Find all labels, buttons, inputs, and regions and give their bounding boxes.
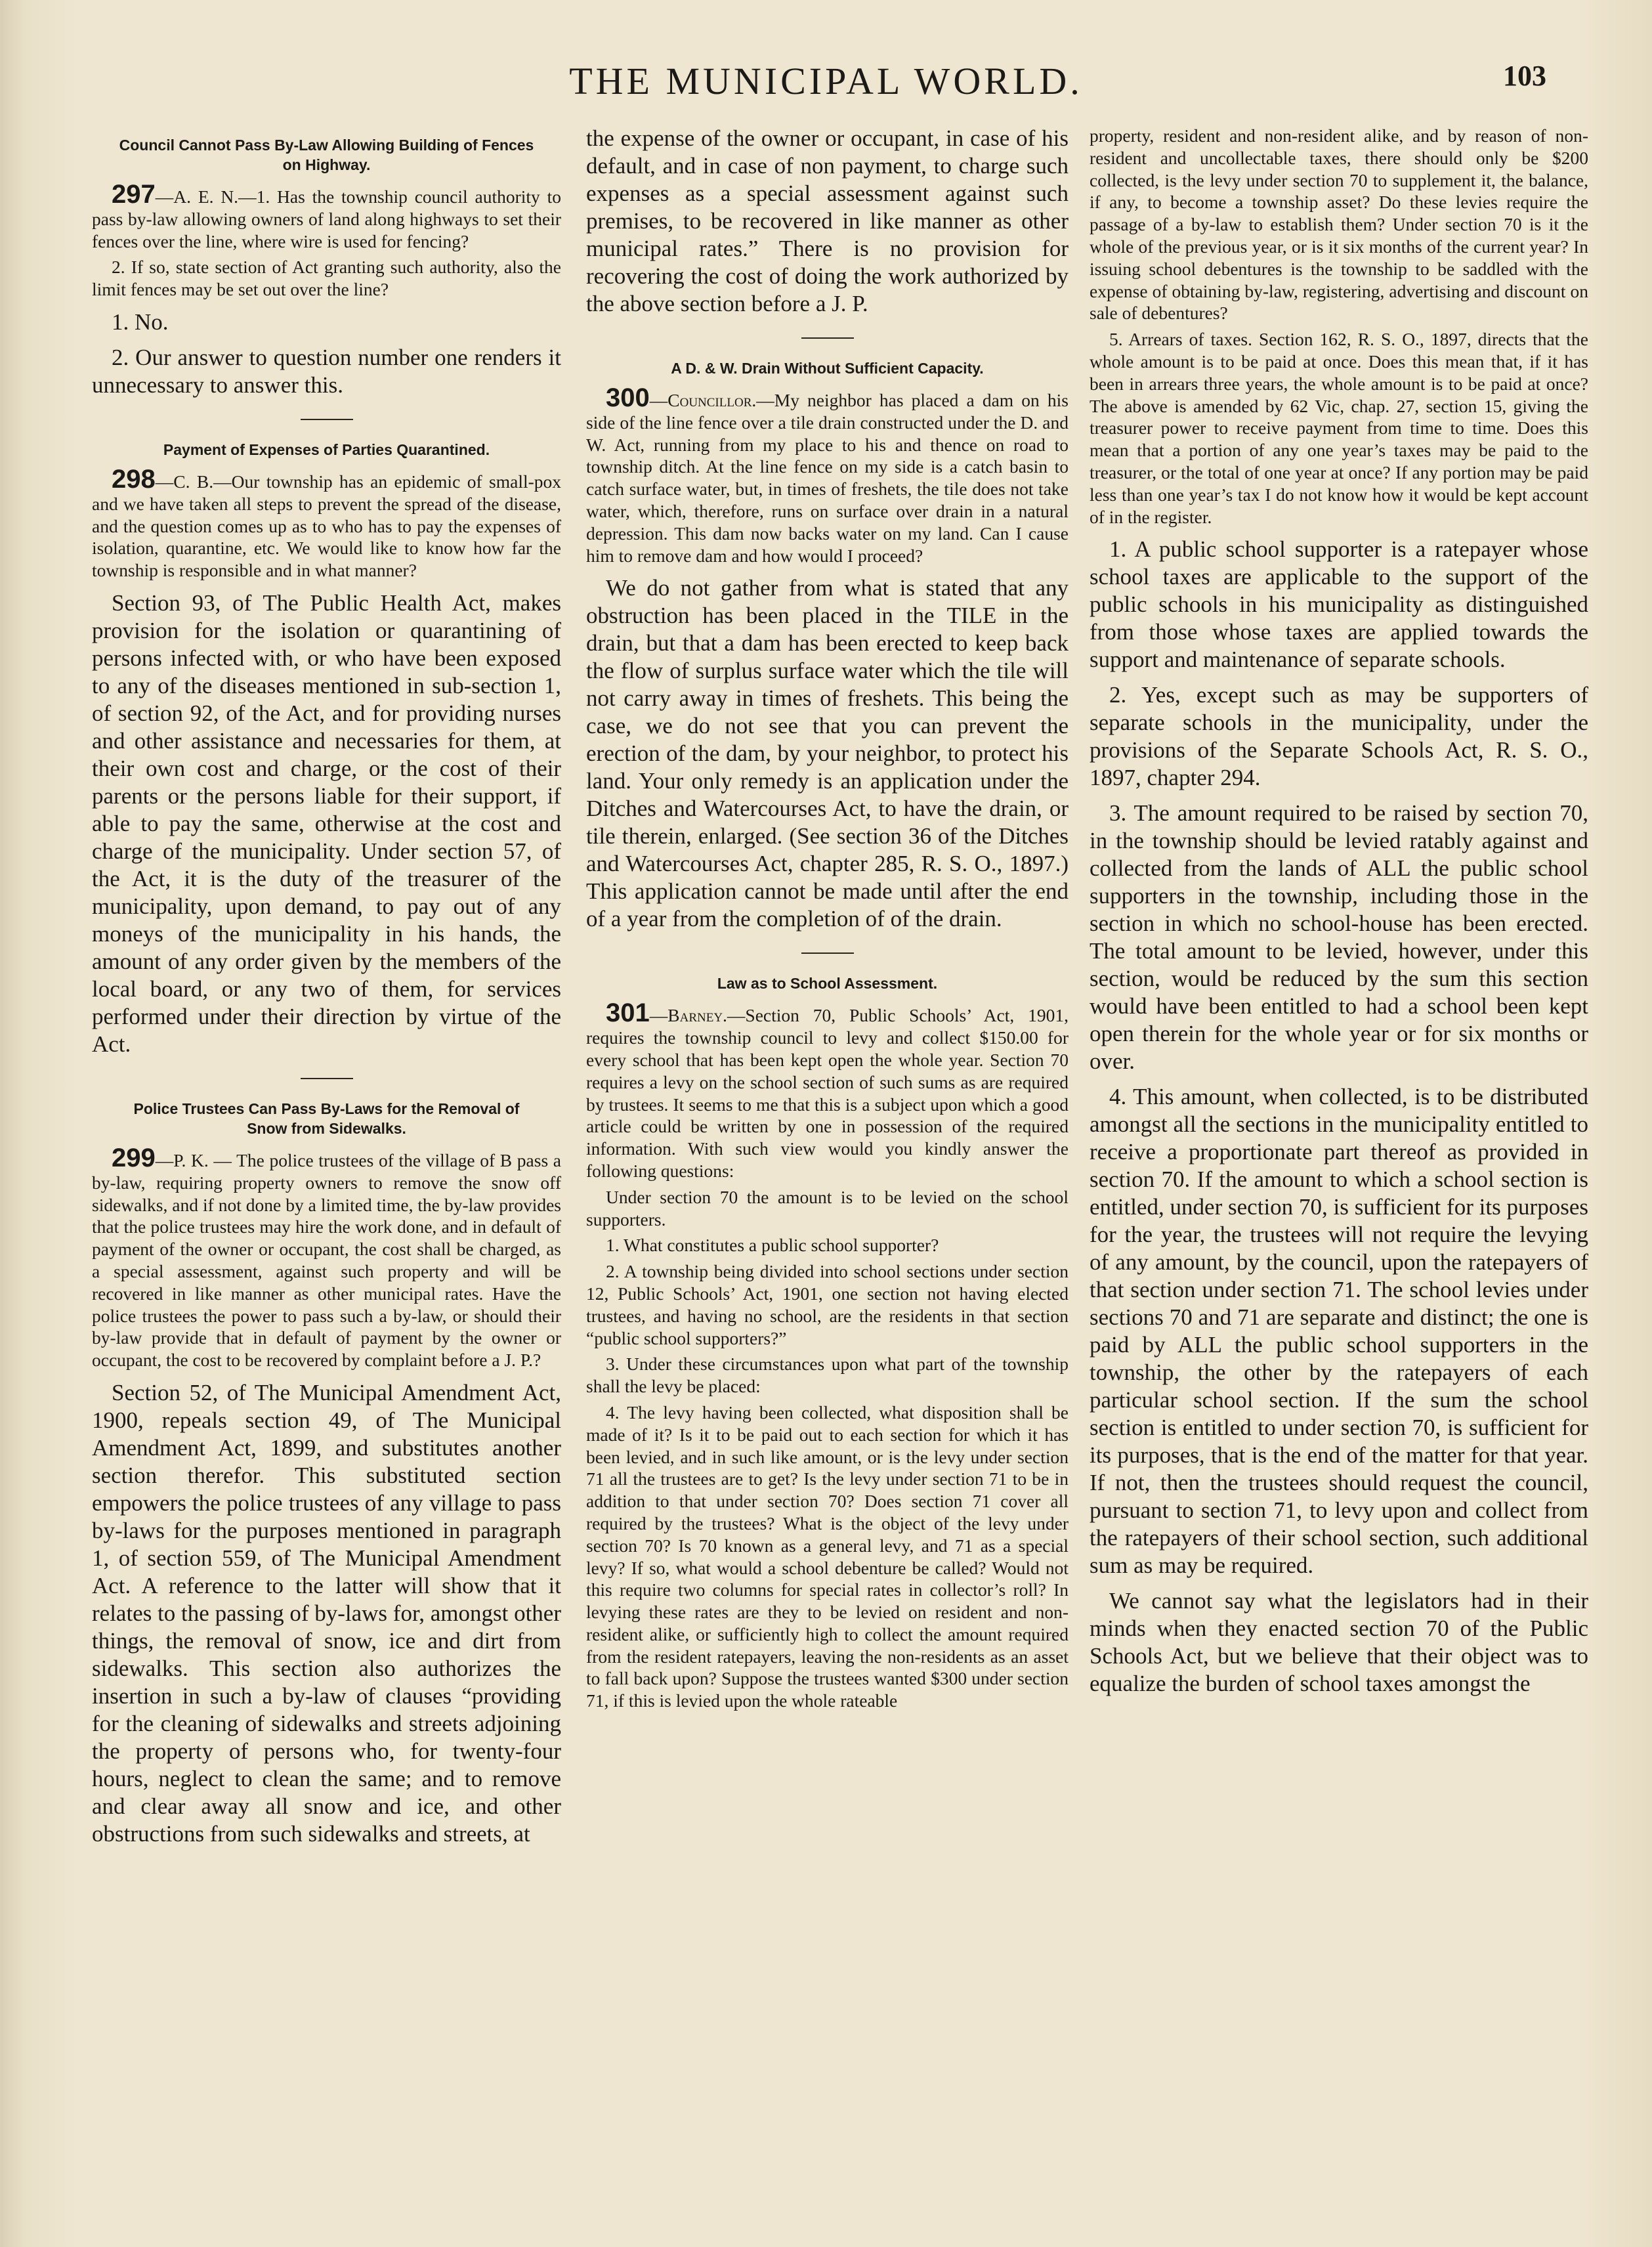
- answer-301-2: 2. Yes, except such as may be supporters of separate schools in the municipality, under the provisions of the Separate Schools Act, R. S. O., 1897, chapter 294.: [1090, 682, 1588, 791]
- article-heading-300: A D. & W. Drain Without Sufficient Capacity.: [671, 360, 984, 377]
- question-301-3: 3. Under these circumstances upon what part of the township shall the levy be placed:: [586, 1354, 1069, 1397]
- question-301: [586, 998, 1069, 1182]
- answer-301-3: 3. The amount required to be raised by section 70, in the township should be levied ratably against and collected from the lands of ALL the public school supporters in the township, including those in the section in which no school-house has been erected. The total amount to be levied, however, under this section, would be reduced by the sum this section would have been entitled to had a school been kept open therein for the whole year or for six months or over.: [1090, 800, 1588, 1075]
- question-asker: —A. E. N.: [155, 186, 239, 207]
- question-297-part2: 2. If so, state section of Act granting such authority, also the limit fences may be set out over the line?: [92, 257, 561, 300]
- question-300: [586, 383, 1069, 567]
- column-left: [92, 125, 561, 1854]
- question-text: —1. Has the township council authority to pass by-law allowing owners of land along highways to set their fences over the line, where wire is used for fencing?: [92, 186, 561, 251]
- publication-title: THE MUNICIPAL WORLD.: [569, 60, 1083, 102]
- question-asker: —C. B.: [155, 471, 214, 492]
- question-number: 298: [112, 464, 156, 494]
- column-middle: [586, 125, 1069, 1716]
- question-text: — The police trustees of the village of B pass a by-law, requiring property owners to remove the snow off sidewalks, and if not done by a limited time, the by-law provides that the police trustees may hire the work done, and in default of payment of the owner or occupant, the cost shall be charged, as a special assessment, against such property and will be recovered in like manner as other municipal rates. Have the police trustees the power to pass such a by-law, or should their by-law provide that in default of payment by the owner or occupant, the cost to be recovered by complaint before a J. P.?: [92, 1149, 562, 1371]
- question-asker: —Barney.: [649, 1005, 727, 1026]
- answer-300: We do not gather from what is stated that any obstruction has been placed in the TILE in the drain, but that a dam has been erected to keep back the flow of surplus surface water which the tile will not carry away in times of freshets. This being the case, we do not see that you can prevent the erection of the dam, by your neighbor, to protect his land. Your only remedy is an application under the Ditches and Watercourses Act, to have the drain, or tile therein, enlarged. (See section 36 of the Ditches and Watercourses Act, chapter 285, R. S. O., 1897.) This application cannot be made until after the end of a year from the completion of of the drain.: [586, 575, 1069, 932]
- article-heading-298: Payment of Expenses of Parties Quarantined.: [163, 440, 490, 458]
- answer-297-2: 2. Our answer to question number one renders it unnecessary to answer this.: [92, 344, 561, 398]
- article-heading-299: Police Trustees Can Pass By-Laws for the Removal of Snow from Sidewalks.: [133, 1100, 520, 1137]
- article-heading-297: Council Cannot Pass By-Law Allowing Building of Fences on Highway.: [119, 137, 534, 173]
- answer-298: Section 93, of The Public Health Act, makes provision for the isolation or quarantining of persons infected with, or who have been exposed to any of the diseases mentioned in sub-section 1, of section 92, of the Act, and for providing nurses and other assistance and necessaries for them, at their own cost and charge, or the cost of their parents or the persons liable for their support, if able to pay the same, otherwise at the cost and charge of the municipality. Under section 57, of the Act, it is the duty of the treasurer of the municipality, upon demand, to pay out of any moneys of the municipality in his hands, the amount of any order given by the members of the local board, or any two of them, for services performed under their direction by virtue of the Act.: [92, 589, 561, 1057]
- column-right: [1090, 125, 1588, 1704]
- question-301-5: 5. Arrears of taxes. Section 162, R. S. O., 1897, directs that the whole amount is to be paid at once. Does this mean that, if it has been in arrears three years, the whole amount is to be paid at once? The above is amended by 62 Vic, chap. 27, section 15, giving the treasurer power to receive payment from time to time. Does this mean that a portion of any one year’s taxes may be paid to the treasurer, or the total of one year at once? If any portion may be paid less than one year’s tax I do not know how it would be kept account of in the register.: [1090, 329, 1588, 527]
- section-divider: [801, 952, 854, 954]
- question-text: —Our township has an epidemic of small-pox and we have taken all steps to prevent the spread of the disease, and the question comes up as to who has to pay the expenses of isolation, quarantine, etc. We would like to know how far the township is responsible and in what manner?: [92, 471, 562, 581]
- page-number: 103: [1503, 60, 1546, 92]
- section-divider: [301, 1078, 353, 1079]
- question-number: 301: [606, 998, 650, 1028]
- question-number: 297: [112, 180, 156, 209]
- question-asker: —Councillor.: [649, 390, 757, 410]
- question-301-2: 2. A township being divided into school sections under section 12, Public Schools’ Act, 1901, one section not having elected trustees, and having no school, are the residents in that section “public school supporters?”: [586, 1261, 1069, 1348]
- answer-301-1: 1. A public school supporter is a ratepayer whose school taxes are applicable to the support of the public schools in his municipality as distinguished from those whose taxes are applied towards the support and maintenance of separate schools.: [1090, 536, 1588, 673]
- question-299: [92, 1143, 562, 1371]
- question-297: [92, 180, 561, 252]
- answer-301-4: 4. This amount, when collected, is to be distributed amongst all the sections in the municipality entitled to receive a proportionate part thereof as provided in section 70. If the amount to which a school section is entitled, under section 70, is sufficient for its purposes for the year, the trustees will not require the levying of any amount, by the council, upon the ratepayers of that section under section 71. The school levies under sections 70 and 71 are separate and distinct; the one is paid by ALL the public school supporters in the township, the other by the ratepayers of each particular school section. If the sum the school section is entitled to under section 70, is sufficient for its purposes, that is the end of the matter for that year. If not, then the trustees should request the council, pursuant to section 71, to levy upon and collect from the ratepayers of their school section, such additional sum as may be required.: [1090, 1084, 1588, 1579]
- question-number: 300: [606, 383, 650, 412]
- question-301-under: Under section 70 the amount is to be levied on the school supporters.: [586, 1186, 1069, 1230]
- question-text: —My neighbor has placed a dam on his side of the line fence over a tile drain constructed under the D. and W. Act, running from my place to his and thence on road to township ditch. At the line fence on my side is a catch basin to catch surface water, but, in times of freshets, the tile does not take water, which, therefore, runs on surface over drain in a natural depression. This dam now backs water on my land. Can I cause him to remove dam and how would I proceed?: [586, 390, 1069, 566]
- question-298: [92, 464, 562, 582]
- question-number: 299: [112, 1143, 156, 1172]
- masthead: [0, 59, 1652, 112]
- section-divider: [301, 419, 353, 420]
- answer-297-1: 1. No.: [112, 309, 169, 335]
- section-divider: [801, 337, 854, 339]
- question-301-4: 4. The levy having been collected, what disposition shall be made of it? Is it to be paid out to each section for which it has been levied, and in such like amount, or is the levy under section 71 all the trustees are to get? Is the levy under section 71 to be in addition to that under section 70? Does section 71 cover all required by the trustees? What is the object of the levy under section 70? Is 70 known as a general levy, and 71 as a special levy? If so, what would a school debenture be called? Would not this require two columns for special rates in collector’s roll? In levying these rates are they to be levied on resident and non-resident alike, or sufficiently high to collect the amount required from the resident ratepayers, leaving the non-residents as an asset to fall back upon? Suppose the trustees wanted $300 under section 71, if this is levied upon the whole rateable: [586, 1402, 1069, 1711]
- answer-299-continued: the expense of the owner or occupant, in case of his default, and in case of non payment, to charge such expenses as a special assessment against such premises, to be recovered in like manner as other municipal rates.” There is no provision for recovering the cost of doing the work authorized by the above section before a J. P.: [586, 125, 1069, 316]
- question-301-1: 1. What constitutes a public school supporter?: [606, 1235, 939, 1256]
- question-asker: —P. K.: [155, 1149, 209, 1170]
- question-text: —Section 70, Public Schools’ Act, 1901, requires the township council to levy and collect $150.00 for every school that has been kept open the whole year. Section 70 requires a levy on the school section of such sums as are required by trustees. It seems to me that this is a subject upon which a good article could be written by one in possession of the required information. With such view would you kindly answer the following questions:: [586, 1005, 1069, 1181]
- question-301-continued: property, resident and non-resident alike, and by reason of non-resident and uncollectable taxes, there should only be $200 collected, is the levy under section 70 to supplement it, the balance, if any, to become a township asset? Do these levies require the passage of a by-law to establish them? Under section 70 is it the whole of the previous year, or is it six months of the current year? In issuing school debentures is the township to be saddled with the expense of obtaining by-law, registering, advertising and discount on sale of debentures?: [1090, 125, 1588, 324]
- answer-301-5: We cannot say what the legislators had in their minds when they enacted section 70 of the Public Schools Act, but we believe that their object was to equalize the burden of school taxes amongst the: [1090, 1588, 1588, 1697]
- answer-299: Section 52, of The Municipal Amendment Act, 1900, repeals section 49, of The Municipal Amendment Act, 1899, and substitutes another section therefor. This substituted section empowers the police trustees of any village to pass by-laws for the purposes mentioned in paragraph 1, of section 559, of The Municipal Amendment Act. A reference to the latter will show that it relates to the passing of by-laws for, amongst other things, the removal of snow, ice and dirt from sidewalks. This section also authorizes the insertion in such a by-law of clauses “providing for the cleaning of sidewalks and streets adjoining the property of persons who, for twenty-four hours, neglect to clean the same; and to remove and clear away all snow and ice, and other obstructions from such sidewalks and streets, at: [92, 1379, 561, 1847]
- article-heading-301: Law as to School Assessment.: [717, 975, 938, 993]
